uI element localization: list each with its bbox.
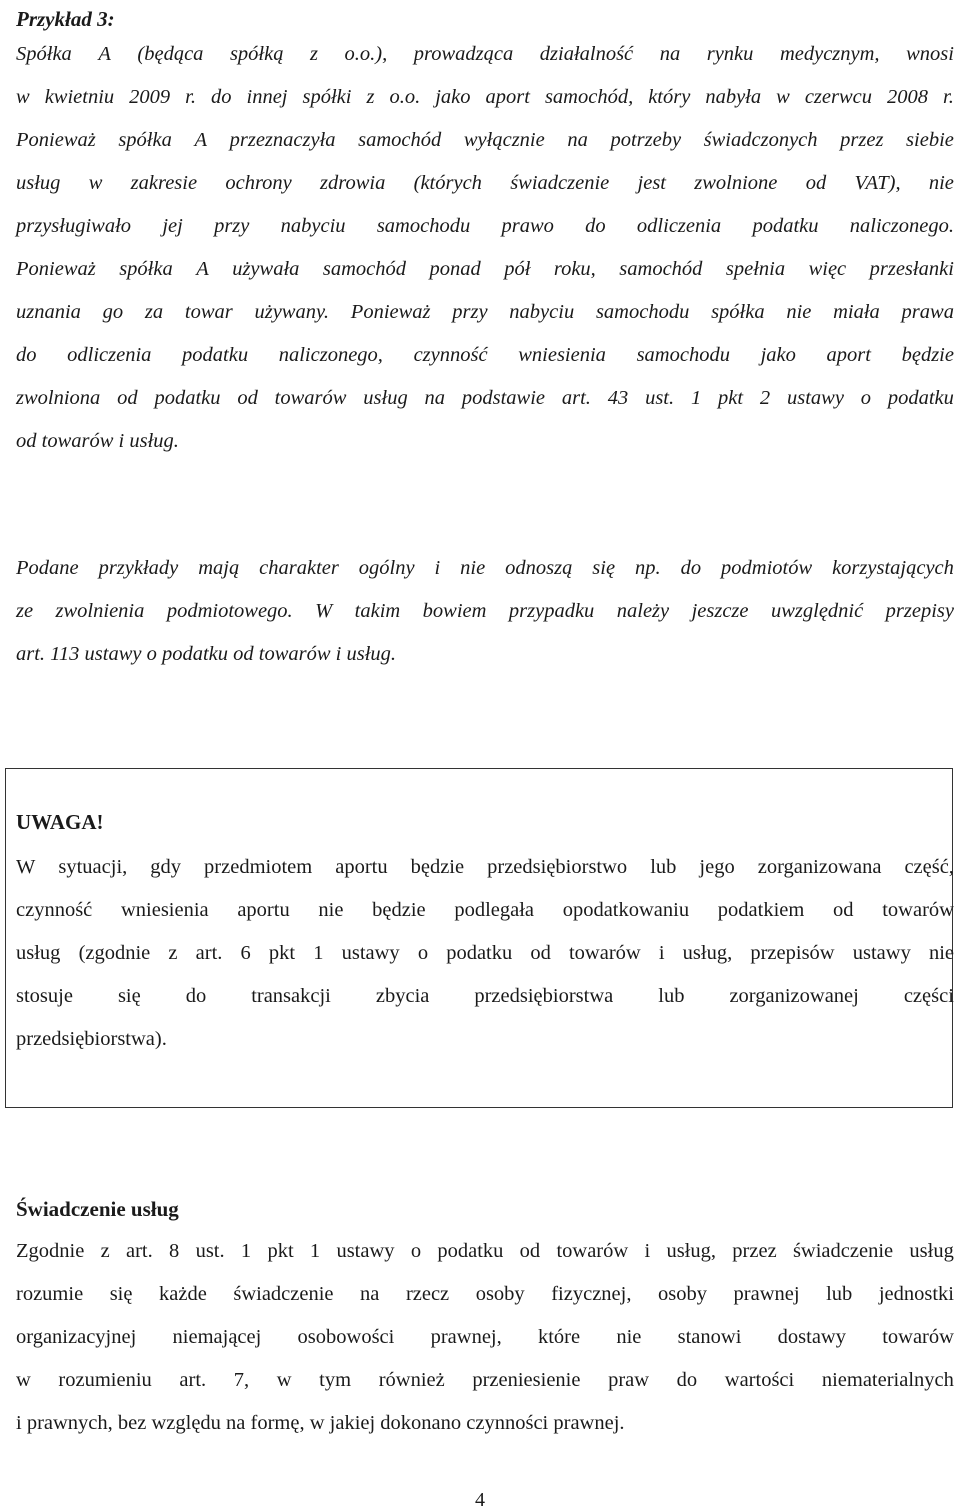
- text-line: organizacyjnej niemającej osobowości prawnej, które nie stanowi dostawy towarów: [16, 1326, 954, 1348]
- text-line: przedsiębiorstwa).: [16, 1028, 167, 1050]
- text-line: czynność wniesienia aportu nie będzie podlegała opodatkowaniu podatkiem od towarów: [16, 899, 954, 921]
- text-line: rozumie się każde świadczenie na rzecz osoby fizycznej, osoby prawnej lub jednostki: [16, 1283, 954, 1305]
- text-line: Spółka A (będąca spółką z o.o.), prowadząca działalność na rynku medycznym, wnosi: [16, 43, 954, 65]
- text-line: Zgodnie z art. 8 ust. 1 pkt 1 ustawy o podatku od towarów i usług, przez świadczenie usług: [16, 1240, 954, 1262]
- text-line: art. 113 ustawy o podatku od towarów i usług.: [16, 643, 397, 665]
- text-line: w rozumieniu art. 7, w tym również przeniesienie praw do wartości niematerialnych: [16, 1369, 954, 1391]
- example-paragraph: [16, 33, 954, 463]
- services-paragraph: [16, 1230, 954, 1445]
- warning-heading-block: [16, 803, 954, 841]
- text-line: przysługiwało jej przy nabyciu samochodu prawo do odliczenia podatku naliczonego.: [16, 215, 954, 237]
- example-title: Przykład 3:: [16, 7, 115, 31]
- page-number: 4: [475, 1489, 485, 1511]
- warning-paragraph: [16, 846, 954, 1061]
- text-line: i prawnych, bez względu na formę, w jakiej dokonano czynności prawnej.: [16, 1412, 625, 1434]
- text-line: ze zwolnienia podmiotowego. W takim bowiem przypadku należy jeszcze uwzględnić przepisy: [16, 600, 954, 622]
- text-line: Ponieważ spółka A używała samochód ponad pół roku, samochód spełnia więc przesłanki: [16, 258, 954, 280]
- text-line: od towarów i usług.: [16, 430, 179, 452]
- services-title: Świadczenie usług: [16, 1197, 179, 1221]
- text-line: usług (zgodnie z art. 6 pkt 1 ustawy o podatku od towarów i usług, przepisów ustawy nie: [16, 942, 954, 964]
- text-line: W sytuacji, gdy przedmiotem aportu będzie przedsiębiorstwo lub jego zorganizowana część,: [16, 856, 954, 878]
- note-paragraph: [16, 547, 954, 676]
- services-heading-block: [16, 1190, 954, 1228]
- text-line: usług w zakresie ochrony zdrowia (których świadczenie jest zwolnione od VAT), nie: [16, 172, 954, 194]
- text-line: stosuje się do transakcji zbycia przedsiębiorstwa lub zorganizowanej części: [16, 985, 954, 1007]
- text-line: do odliczenia podatku naliczonego, czynność wniesienia samochodu jako aport będzie: [16, 344, 954, 366]
- text-line: w kwietniu 2009 r. do innej spółki z o.o. jako aport samochód, który nabyła w czerwcu 2008 r.: [16, 86, 954, 108]
- warning-title: UWAGA!: [16, 810, 104, 834]
- text-line: zwolniona od podatku od towarów usług na podstawie art. 43 ust. 1 pkt 2 ustawy o podatku: [16, 387, 954, 409]
- text-line: uznania go za towar używany. Ponieważ przy nabyciu samochodu spółka nie miała prawa: [16, 301, 954, 323]
- text-line: Ponieważ spółka A przeznaczyła samochód wyłącznie na potrzeby świadczonych przez siebie: [16, 129, 954, 151]
- text-line: Podane przykłady mają charakter ogólny i nie odnoszą się np. do podmiotów korzystających: [16, 557, 954, 579]
